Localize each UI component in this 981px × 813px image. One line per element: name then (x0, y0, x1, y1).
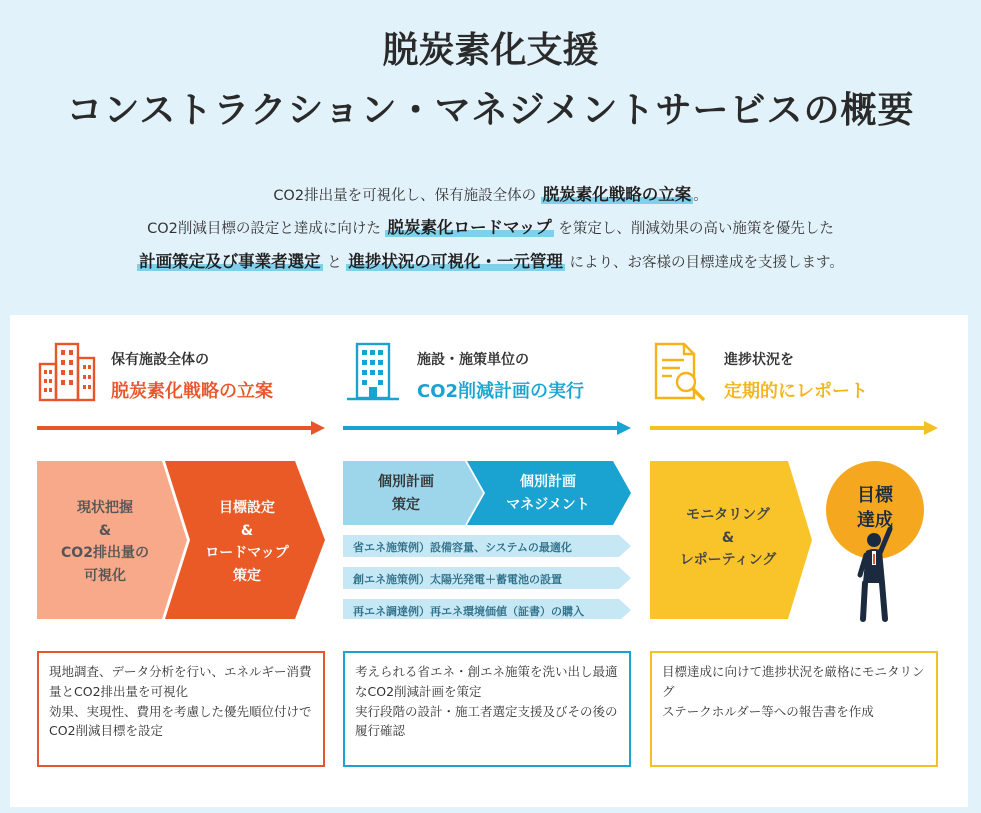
intro-text: と (327, 255, 342, 271)
description-line: 目標達成に向けて進捗状況を厳格にモニタリング (662, 664, 925, 699)
description-box (37, 651, 325, 767)
column-head-title: CO2削減計画の実行 (417, 381, 585, 402)
column-head-small: 保有施設全体の (111, 352, 209, 368)
column-head-title: 脱炭素化戦略の立案 (111, 381, 273, 402)
person-icon (852, 527, 902, 623)
intro-text: CO2削減目標の設定と達成に向けた (147, 221, 381, 237)
intro-highlight: 脱炭素化ロードマップ (387, 218, 552, 237)
intro-text: 。 (693, 188, 708, 204)
column-execution (343, 315, 633, 807)
goal-label: 目標 達成 (857, 485, 893, 532)
column-reporting (650, 315, 940, 807)
description-box (343, 651, 631, 767)
report-search-icon (650, 340, 710, 402)
page-subtitle: コンストラクション・マネジメントサービスの概要 (66, 89, 915, 131)
step-current-state: 現状把握 & CO2排出量の 可視化 (61, 500, 149, 585)
arrow-icon (37, 421, 325, 435)
process-chevrons (343, 461, 631, 619)
description-box (650, 651, 938, 767)
office-building-icon (343, 340, 403, 402)
column-head-title: 定期的にレポート (724, 381, 868, 402)
process-chevrons (650, 461, 938, 619)
measure-example: 省エネ施策例）設備容量、システムの最適化 (353, 541, 572, 554)
column-head-small: 進捗状況を (724, 352, 794, 368)
measure-example: 再エネ調達例）再エネ環境価値（証書）の購入 (353, 605, 584, 618)
intro-line-2 (0, 214, 981, 238)
service-panel (10, 315, 968, 807)
process-chevrons (37, 461, 325, 619)
step-target-setting: 目標設定 & ロードマップ 策定 (205, 500, 289, 585)
intro-text: により、お客様の目標達成を支援します。 (569, 255, 844, 271)
description-line: 効果、実現性、費用を考慮した優先順位付けでCO2削減目標を設定 (49, 703, 312, 739)
description-line: ステークホルダー等への報告書を作成 (662, 703, 874, 719)
measure-example: 創エネ施策例）太陽光発電＋蓄電池の設置 (353, 573, 562, 586)
step-monitoring: モニタリング & レポーティング (679, 507, 777, 569)
step-individual-plan: 個別計画 策定 (378, 474, 434, 513)
intro-line-3 (0, 248, 981, 272)
description-line: 実行段階の設計・施工者選定支援及びその後の履行確認 (355, 703, 618, 739)
description-line: 現地調査、データ分析を行い、エネルギー消費量とCO2排出量を可視化 (49, 664, 312, 699)
description-line: 考えられる省エネ・創エネ施策を洗い出し最適なCO2削減計画を策定 (355, 664, 618, 699)
intro-text: CO2排出量を可視化し、保有施設全体の (273, 188, 537, 204)
intro-highlight: 脱炭素化戦略の立案 (542, 185, 692, 204)
intro-text: を策定し、削減効果の高い施策を優先した (558, 221, 834, 237)
building-icon (37, 340, 97, 402)
intro-highlight: 計画策定及び事業者選定 (139, 252, 321, 271)
intro-highlight: 進捗状況の可視化・一元管理 (348, 252, 563, 271)
intro-line-1 (0, 181, 981, 205)
page-title: 脱炭素化支援 (382, 29, 599, 71)
arrow-icon (343, 421, 631, 435)
arrow-icon (650, 421, 938, 435)
column-strategy (37, 315, 327, 807)
step-plan-management: 個別計画 マネジメント (506, 474, 590, 513)
column-head-small: 施設・施策単位の (417, 352, 529, 368)
